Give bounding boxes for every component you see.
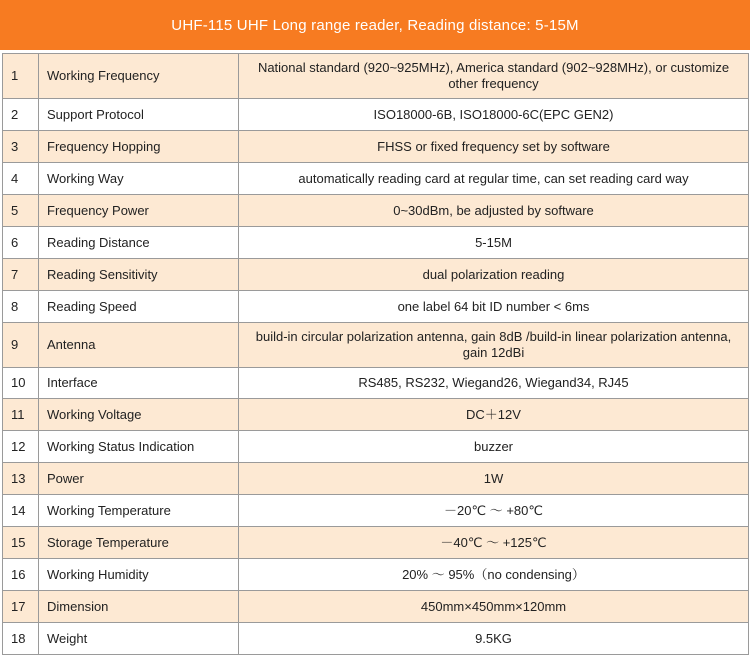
row-number: 5: [3, 195, 39, 227]
row-label: Weight: [39, 623, 239, 655]
table-row: [3, 527, 749, 559]
table-row: [3, 323, 749, 368]
row-number: 18: [3, 623, 39, 655]
table-row: [3, 463, 749, 495]
row-label: Working Status Indication: [39, 431, 239, 463]
row-label: Dimension: [39, 591, 239, 623]
row-number: 12: [3, 431, 39, 463]
table-row: [3, 368, 749, 399]
table-row: [3, 623, 749, 655]
row-value: 9.5KG: [239, 623, 749, 655]
row-value: FHSS or fixed frequency set by software: [239, 131, 749, 163]
row-number: 4: [3, 163, 39, 195]
table-row: [3, 54, 749, 99]
row-label: Working Voltage: [39, 399, 239, 431]
table-row: [3, 99, 749, 131]
row-number: 6: [3, 227, 39, 259]
row-value: build-in circular polarization antenna, gain 8dB /build-in linear polarization antenna, gain 12dBi: [239, 323, 749, 368]
row-label: Storage Temperature: [39, 527, 239, 559]
row-label: Antenna: [39, 323, 239, 368]
row-value: automatically reading card at regular time, can set reading card way: [239, 163, 749, 195]
row-label: Working Humidity: [39, 559, 239, 591]
table-row: [3, 195, 749, 227]
row-number: 7: [3, 259, 39, 291]
table-row: [3, 227, 749, 259]
row-value: 5-15M: [239, 227, 749, 259]
row-value: RS485, RS232, Wiegand26, Wiegand34, RJ45: [239, 368, 749, 399]
row-value: 1W: [239, 463, 749, 495]
row-number: 10: [3, 368, 39, 399]
row-number: 3: [3, 131, 39, 163]
table-row: [3, 291, 749, 323]
row-value: DC＋12V: [239, 399, 749, 431]
table-row: [3, 259, 749, 291]
row-label: Reading Sensitivity: [39, 259, 239, 291]
row-value: one label 64 bit ID number < 6ms: [239, 291, 749, 323]
row-label: Frequency Power: [39, 195, 239, 227]
table-row: [3, 163, 749, 195]
spec-table: [2, 53, 749, 655]
row-value: dual polarization reading: [239, 259, 749, 291]
row-number: 17: [3, 591, 39, 623]
table-row: [3, 399, 749, 431]
row-number: 11: [3, 399, 39, 431]
row-label: Support Protocol: [39, 99, 239, 131]
row-label: Frequency Hopping: [39, 131, 239, 163]
table-row: [3, 131, 749, 163]
row-value: －40℃ ～ +125℃: [239, 527, 749, 559]
row-number: 14: [3, 495, 39, 527]
table-row: [3, 431, 749, 463]
row-label: Working Temperature: [39, 495, 239, 527]
row-label: Interface: [39, 368, 239, 399]
row-value: 450mm×450mm×120mm: [239, 591, 749, 623]
row-label: Working Way: [39, 163, 239, 195]
row-number: 16: [3, 559, 39, 591]
table-row: [3, 495, 749, 527]
row-value: ISO18000-6B, ISO18000-6C(EPC GEN2): [239, 99, 749, 131]
row-value: buzzer: [239, 431, 749, 463]
row-number: 9: [3, 323, 39, 368]
table-row: [3, 559, 749, 591]
row-label: Working Frequency: [39, 54, 239, 99]
row-label: Power: [39, 463, 239, 495]
row-number: 8: [3, 291, 39, 323]
row-number: 1: [3, 54, 39, 99]
table-row: [3, 591, 749, 623]
row-number: 13: [3, 463, 39, 495]
row-number: 2: [3, 99, 39, 131]
row-value: －20℃ ～ +80℃: [239, 495, 749, 527]
row-label: Reading Speed: [39, 291, 239, 323]
table-title: UHF-115 UHF Long range reader, Reading distance: 5-15M: [0, 0, 750, 50]
row-label: Reading Distance: [39, 227, 239, 259]
row-value: National standard (920~925MHz), America standard (902~928MHz), or customize other frequency: [239, 54, 749, 99]
row-number: 15: [3, 527, 39, 559]
row-value: 0~30dBm, be adjusted by software: [239, 195, 749, 227]
row-value: 20% ～ 95%（no condensing）: [239, 559, 749, 591]
